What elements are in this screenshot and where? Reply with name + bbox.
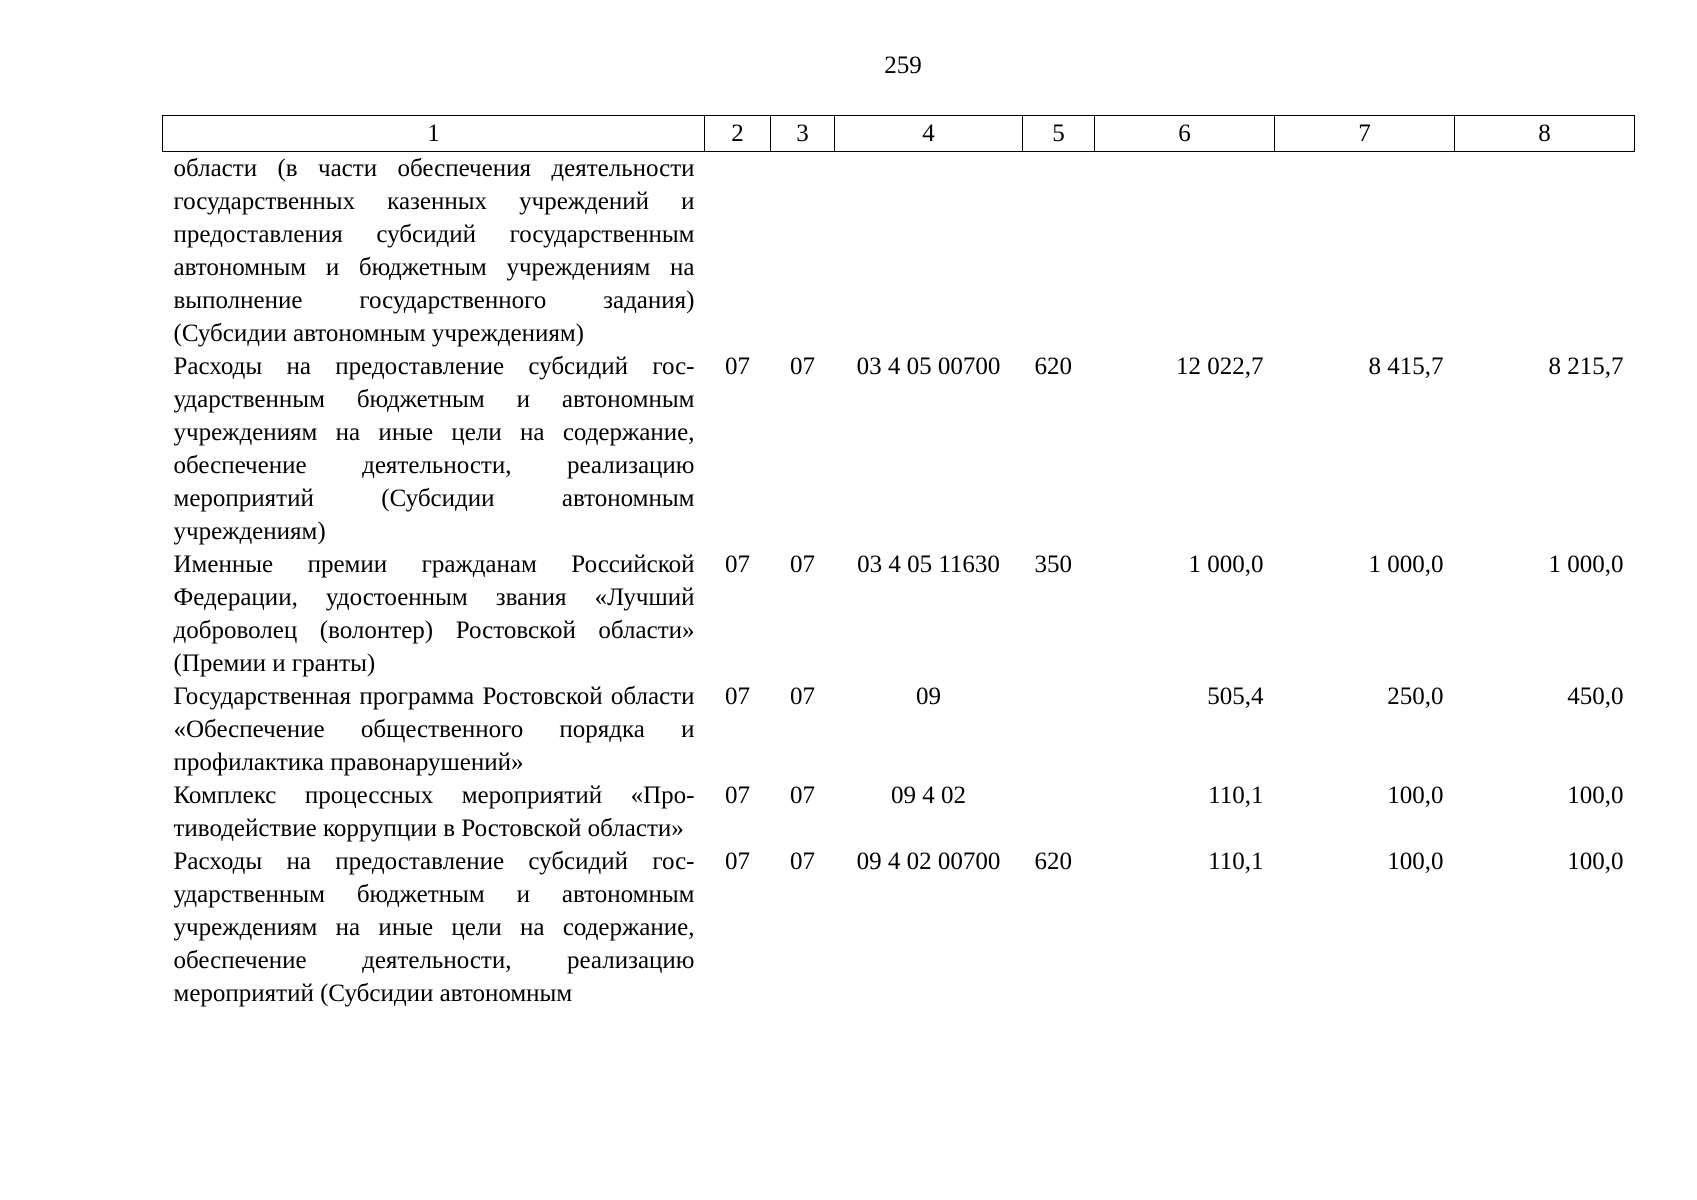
table-row [163,779,1635,845]
table-row [163,152,1635,351]
header-col-7: 7 [1275,116,1455,152]
row-amount-col6: 110,1 [1208,848,1264,875]
row-target-article [835,152,1023,351]
table-row [163,845,1635,1010]
row-section: 07 [725,551,750,578]
row-amount-col7: 1 000,0 [1368,551,1444,578]
table-row [163,680,1635,779]
row-expense-type: 620 [1034,353,1072,380]
row-amount-col8 [1455,152,1635,351]
row-subsection: 07 [790,551,815,578]
row-expense-type: 620 [1034,848,1072,875]
row-target-article: 09 4 02 00700 [856,848,1001,875]
row-amount-col7: 250,0 [1387,683,1444,710]
row-amount-col8: 100,0 [1567,848,1624,875]
row-target-article: 03 4 05 11630 [857,551,1000,578]
table-header-row [163,116,1635,152]
row-description: Именные премии гражданам Российской Федерации, удостоенным звания «Лучший доброволец (волонтер) Ростовской области» (Премии и гранты) [173,551,695,677]
row-amount-col6 [1095,152,1275,351]
table-row [163,350,1635,548]
row-expense-type [1023,779,1095,845]
row-expense-type: 350 [1034,551,1072,578]
row-amount-col7: 100,0 [1387,848,1444,875]
header-col-6: 6 [1095,116,1275,152]
row-description: Расходы на предоставление субсидий государственным бюджетным и автономным учреждениям на иные цели на содержание, обеспечение деятельности, реализацию мероприятий (Субсидии автономным [173,848,695,1007]
row-expense-type [1023,680,1095,779]
row-subsection [771,152,835,351]
row-description: Расходы на предоставление субсидий государственным бюджетным и автономным учреждениям на иные цели на содержание, обеспечение деятельности, реализацию мероприятий (Субсидии автономным учреждениям) [173,353,695,545]
row-amount-col8: 8 215,7 [1548,353,1624,380]
row-amount-col6: 1 000,0 [1188,551,1264,578]
row-subsection: 07 [790,683,815,710]
row-description: области (в части обеспечения деятельности государственных казенных учреждений и предоставления субсидий государственным автономным и бюджетным учреждениям на выполнение государственного задания) (Субсидии автономным учреждениям) [173,155,695,347]
row-expense-type [1023,152,1095,351]
header-col-8: 8 [1455,116,1635,152]
row-target-article: 09 4 02 [891,782,966,809]
header-col-3: 3 [771,116,835,152]
row-section: 07 [725,782,750,809]
header-col-2: 2 [705,116,771,152]
table-row [163,548,1635,680]
page-number: 259 [884,52,922,79]
row-description: Государственная программа Ростовской области «Обеспечение общественного порядка и профилактика правонарушений» [173,683,695,776]
row-amount-col7: 8 415,7 [1368,353,1444,380]
row-amount-col8: 450,0 [1567,683,1624,710]
row-amount-col8: 1 000,0 [1548,551,1624,578]
row-section: 07 [725,353,750,380]
row-description: Комплекс процессных мероприятий «Противодействие коррупции в Ростовской области» [173,782,695,842]
row-amount-col6: 110,1 [1208,782,1264,809]
row-amount-col7 [1275,152,1455,351]
header-col-5: 5 [1023,116,1095,152]
row-target-article: 03 4 05 00700 [856,353,1001,380]
row-section: 07 [725,683,750,710]
row-amount-col7: 100,0 [1387,782,1444,809]
row-target-article: 09 [916,683,941,710]
row-section: 07 [725,848,750,875]
row-amount-col6: 505,4 [1207,683,1264,710]
row-section [705,152,771,351]
row-amount-col6: 12 022,7 [1176,353,1264,380]
budget-table [162,115,1635,1010]
row-subsection: 07 [790,848,815,875]
row-subsection: 07 [790,353,815,380]
row-amount-col8: 100,0 [1567,782,1624,809]
row-subsection: 07 [790,782,815,809]
header-col-1: 1 [163,116,705,152]
header-col-4: 4 [835,116,1023,152]
